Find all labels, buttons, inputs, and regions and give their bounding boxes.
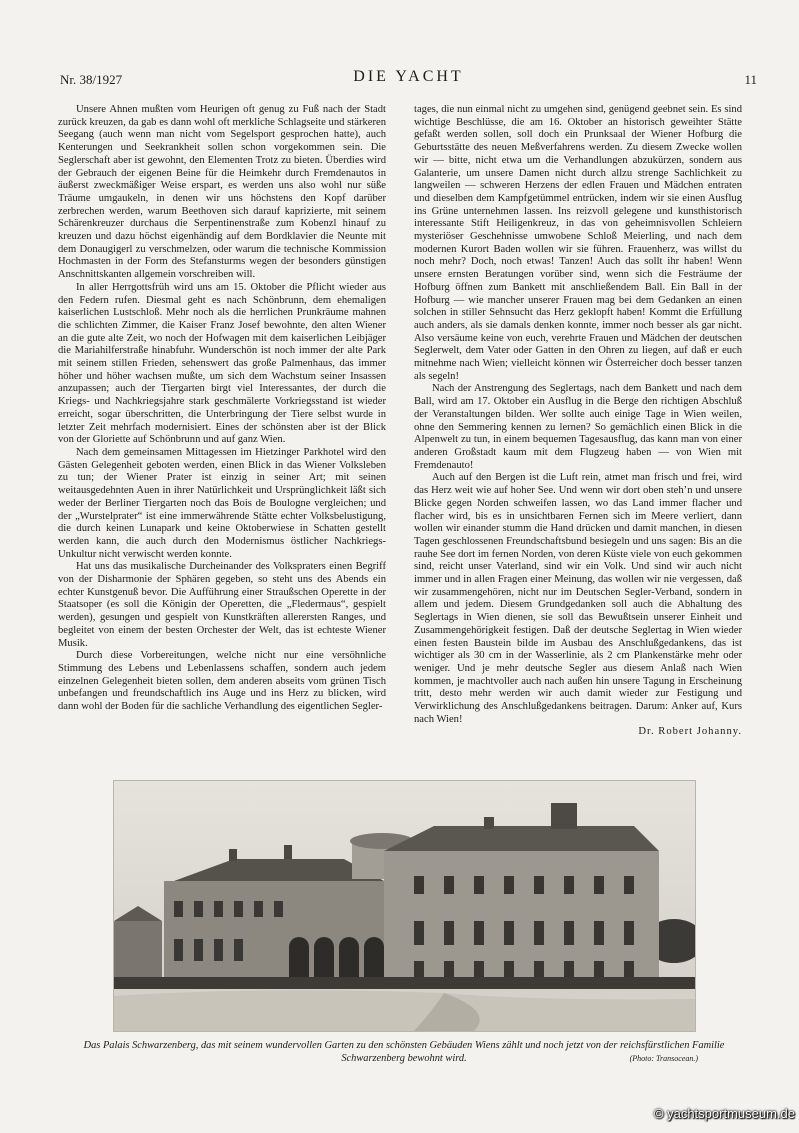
paragraph: In aller Herrgottsfrüh wird uns am 15. Oktober die Pflicht wieder aus den Federn rufen. Diesmal geht es nach Schönbrunn, dem ehemaligen kaiserlichen Lustschloß. Mehr noch als die herrlichen Prunkräume mahnen die schlichten Zimmer, die Kaiser Franz Josef bewohnte, den alten Wiener an die gute alte Zeit, wo noch der Hofwagen mit dem kaiserlichen Leibjäger die Mariahilferstraße hinabfuhr. Wunderschön ist noch immer der alte Park mit seinem stillen Frieden, sehenswert das große Palmenhaus, das immer höher und höher wachsen mußte, um sich dem Wachstum seiner Insassen anzupassen; auch der Tiergarten birgt viel Interessantes, der durch die Kriegs- und Nachkriegsjahre stark geschmälerte Vorkriegsstand ist wieder erreicht, sogar überschritten, die Unterbringung der Tiere selbst wurde in letzter Zeit mehrfach modernisiert. Eines der schönsten aber ist der Blick von der Gloriette auf Schönbrunn und auf ganz Wien. [58,281,386,446]
paragraph: Unsere Ahnen mußten vom Heurigen oft genug zu Fuß nach der Stadt zurück kreuzen, da gab es dann wohl oft merkliche Schlagseite und stärkeren Seegang (auch wenn man nicht vom Segelsport gesprochen hatte), auch Kenterungen und Seekrankheit sollen schon vorgekommen sein. Die Seglerschaft aber ist gewohnt, den Elementen Trotz zu bieten. Überdies wird der Gebrauch der eigenen Beine für die Heimkehr durch Fremdenautos in äußerst zweckmäßiger Weise erspart, es werden uns also wohl nur süße Träume umgaukeln, in denen wir uns höchstens den Kopf darüber zerbrechen werden, warum Beethoven sich darauf kaprizierte, mit seinem Schärenkreuzer durchaus die Serpentinenstraße zum Kobenzl hinauf zu kreuzen und dazu höchst eigenhändig auf dem Bordklavier die Neunte mit dem Donaugigerl zu verschmelzen, oder warum die technische Kommission Hochmasten in der Form des Stefansturms wegen der besonders günstigen Anschnittskanten allgemein vorschreiben will. [58,104,386,281]
watermark: © yachtsportmuseum.de [653,1106,795,1121]
magazine-title: DIE YACHT [353,68,464,85]
article-column-right [414,104,742,760]
paragraph: Durch diese Vorbereitungen, welche nicht nur eine versöhnliche Stimmung des Lebens und Lebenlassens schaffen, sondern auch jedem einzelnen Gelegenheit bieten sollen, dem anderen abseits vom grünen Tisch unbefangen und freundschaftlich ins Auge und ins Herz zu blicken, wird dann wohl der Boden für die sachliche Verhandlung des eigentlichen Segler- [58,650,386,713]
paragraph: Nach der Anstrengung des Seglertags, nach dem Bankett und nach dem Ball, wird am 17. Oktober ein Ausflug in die Berge den richtigen Abschluß der Veranstaltungen bilden. Wer sollte auch einige Tage in Wien weilen, ohne den Semmering kennen zu lernen? So gemächlich einen Blick in die Alpenwelt zu tun, in einem bequemen Tagesausflug, das kann man von einer anderen Großstadt kaum mit dem Flugzeug haben — von Wien mit Fremdenauto! [414,383,742,471]
palace-photo [113,780,696,1032]
page-number: 11 [744,72,757,87]
author-signature [414,726,742,739]
paragraph: Nach dem gemeinsamen Mittagessen im Hietzinger Parkhotel wird den Gästen Gelegenheit geboten werden, einen Blick in das Wiener Volksleben zu tun; der Wiener Prater ist einzig in seiner Art; mit seinen weitausgedehnten Auen in ihrer Natürlichkeit und Ursprünglichkeit läßt sich weder der Berliner Tiergarten noch das Bois de Boulogne vergleichen; und der „Wurstelprater“ ist eine immerwährende Stätte echter Volksbelustigung, die durch keinen Lunapark und keine Oktoberwiese in Schatten gestellt werden kann, die auch durch den Modernismus östlicher Nachkriegs-Unkultur nicht verwischt werden konnte. [58,446,386,560]
paragraph: tages, die nun einmal nicht zu umgehen sind, genügend geebnet sein. Es sind wichtige Beschlüsse, die am 16. Oktober an historisch geweihter Stätte gefaßt werden sollen, soll doch ein Prunksaal der Wiener Hofburg die Geburtsstätte des neuen Meßverfahrens werden. Zu diesem Zwecke wollen wir — bitte, nicht etwa um die Verhandlungen abzukürzen, sondern aus Galanterie, um unsere Damen nicht durch allzu strenge Sachlichkeit zu langweilen — schweren Herzens der edlen Frauen und Mädchen entraten und dieselben dem Kampfgetümmel entrücken, indem wir sie einen Ausflug ins Grüne unternehmen lassen. Ins reizvoll gelegene und kunsthistorisch interessante Stift Heiligenkreuz, in das von geheimnisvollen Schleiern mysteriöser Geschehnisse umwobene Schloß Meierling, und nach dem modernen Kurort Baden wollen wir sie führen. Frauenherz, was willst du noch mehr? Doch, noch etwas! Tanzen! Auch das sollt ihr haben! Wenn unsere ernsten Beratungen vorüber sind, wenn sich die Festräume der Hofburg öffnen zum Bankett mit anschließendem Ball. Ein Ball in der Hofburg — wie mancher unserer Frauen mag bei dem Gedanken an einen solchen in stiller Sehnsucht das Herz geklopft haben! Kommt die Erfüllung auch anders, als sie damals denken konnte, immer noch besser als gar nicht. Also versäume keine von euch, verehrte Frauen und Mädchen der deutschen Seglerwelt, dem Vater oder Gatten in den Ohren zu liegen, auf daß er euch mitnehme nach Wien; vielleicht können wir Österreicher doch besser tanzen als segeln! [414,104,742,382]
article-column-left [58,104,386,760]
photo-credit: (Photo: Transocean.) [629,1054,698,1063]
photo-caption [70,1040,738,1065]
author-name: Dr. Robert Johanny. [638,726,742,738]
palace-illustration [114,781,695,1031]
paragraph: Hat uns das musikalische Durcheinander des Volkspraters einen Begriff von der Disharmonie der Sphären gegeben, so steht uns des Abends ein echter Kunstgenuß bevor. Die Aufführung einer Straußschen Operette in der Staatsoper (es soll die Königin der Operetten, die „Fledermaus“, gespielt werden), gesungen und gespielt von Kunstkräften allerersten Ranges, und begleitet von einem der besten Orchester der Welt, das ist echteste Wiener Musik. [58,561,386,649]
caption-text: Das Palais Schwarzenberg, das mit seinem wundervollen Garten zu den schönsten Gebäuden Wiens zählt und noch jetzt von der reichsfürstlichen Familie Schwarzenberg bewohnt wird. [83,1040,725,1064]
paragraph: Auch auf den Bergen ist die Luft rein, atmet man frisch und frei, wird das Herz weit wie auf hoher See. Und wenn wir dort oben steh’n und unsere Blicke gegen Norden schweifen lassen, wo das Land immer flacher und flacher wird, bis es in unsichtbaren Fernen sich im Meere verliert, dann wollen wir einander stumm die Hand drücken und damit manchen, in diesen Tagen geschlossenen Freundschaftsbund besiegeln und uns sagen: Bis an die rauhe See dort im fernen Norden, von deren Küste viele von euch gekommen sind, reicht unser Vaterland, sind wir ein Volk. Und sind wir auch nicht immer und in allen Fragen einer Meinung, das wollen wir nie vergessen, daß wir zusammengehören, nicht nur im Deutschen Segler-Verband, sondern in allem und jedem. Diesem Grundgedanken soll auch die Abhaltung des Seglertags in Wien dienen, sie soll das Bewußtsein unserer Einheit und Zusammengehörigkeit festigen. Daß der deutsche Seglertag in Wien wieder einen festen Baustein bilde im Ausbau des Anschlußgedankens, das ist wichtiger als 30 cm in der Wasserlinie, als 2 cm Plankenstärke mehr oder weniger. Und je mehr deutsche Segler aus diesem Anlaß nach Wien kommen, je machtvoller auch nach außen hin unsere Tagung in Erscheinung tritt, desto mehr werden wir auch damit wieder zur Festigung und Verwirklichung des Anschlußgedankens beitragen. Darum: Anker auf, Kurs nach Wien! [414,472,742,725]
page-header [60,68,757,88]
issue-number: Nr. 38/1927 [60,72,123,87]
